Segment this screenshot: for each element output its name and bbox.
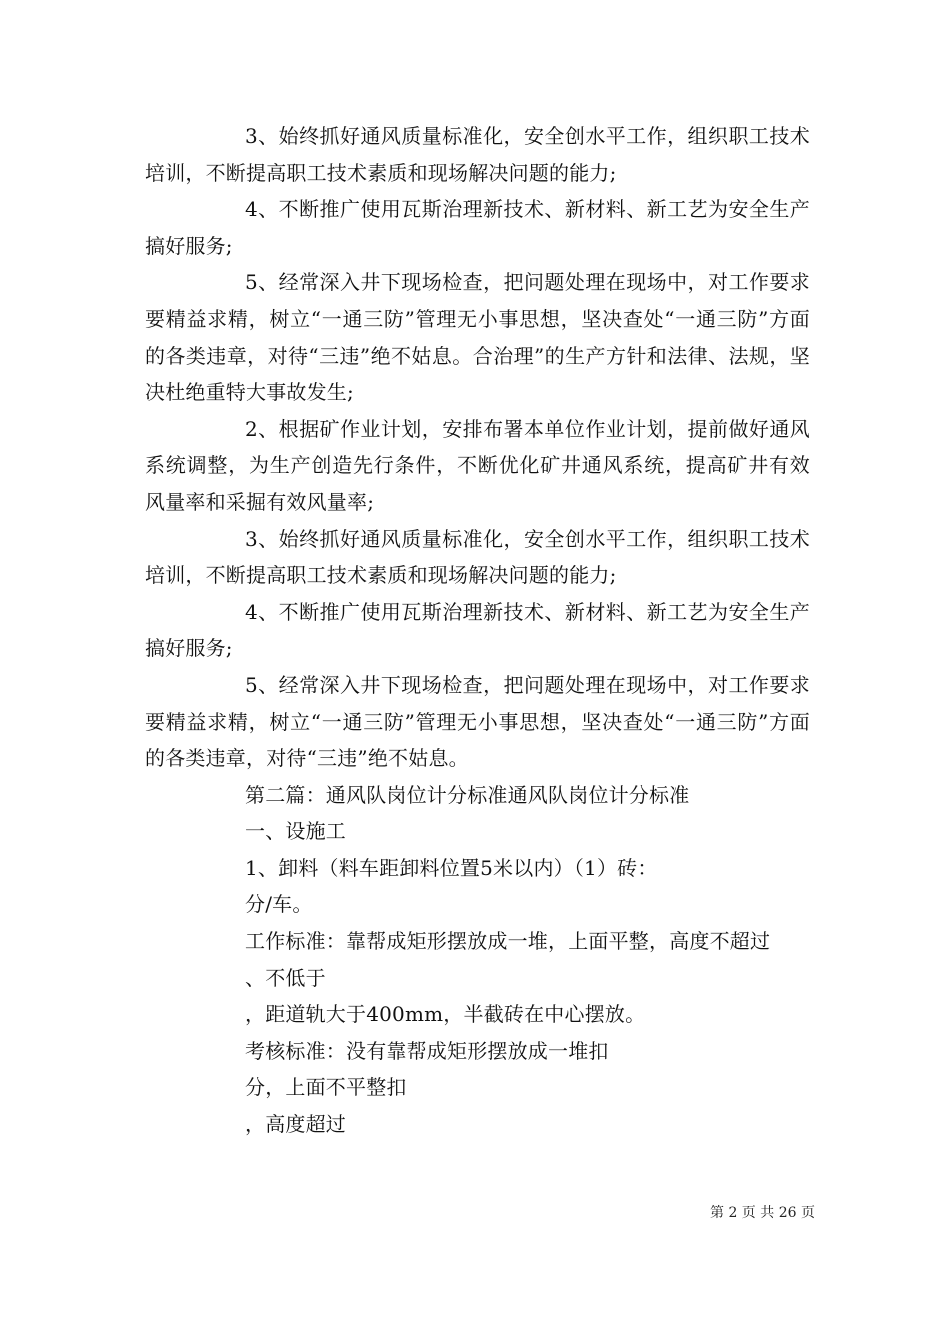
paragraph: ，距道轨大于400mm，半截砖在中心摆放。 xyxy=(245,1002,646,1027)
paragraph: 4、不断推广使用瓦斯治理新技术、新材料、新工艺为安全生产搞好服务; xyxy=(145,599,810,661)
subsection-heading: 一、设施工 xyxy=(245,819,346,844)
paragraph: 1、卸料（料车距卸料位置5米以内）（1）砖： xyxy=(245,855,658,880)
paragraph: 考核标准：没有靠帮成矩形摆放成一堆扣 xyxy=(245,1038,609,1063)
paragraph: 工作标准：靠帮成矩形摆放成一堆，上面平整，高度不超过 xyxy=(245,929,771,954)
paragraph: 2、根据矿作业计划，安排布署本单位作业计划，提前做好通风系统调整，为生产创造先行条件，不断优化矿井通风系统，提高矿井有效风量率和采掘有效风量率; xyxy=(145,416,810,514)
paragraph: 3、始终抓好通风质量标准化，安全创水平工作，组织职工技术培训，不断提高职工技术素质和现场解决问题的能力; xyxy=(145,526,810,588)
paragraph: 3、始终抓好通风质量标准化，安全创水平工作，组织职工技术培训，不断提高职工技术素质和现场解决问题的能力; xyxy=(145,124,810,185)
paragraph: 、不低于 xyxy=(245,965,326,990)
paragraph: 分/车。 xyxy=(245,892,313,917)
page-number: 第 2 页 共 26 页 xyxy=(710,1205,815,1221)
paragraph: ，高度超过 xyxy=(245,1112,346,1137)
paragraph: 5、经常深入井下现场检查，把问题处理在现场中，对工作要求要精益求精，树立“一通三防”管理无小事思想，坚决查处“一通三防”方面的各类违章，对待“三违”绝不姑息。合治理”的生产方针和法律、法规，坚决杜绝重特大事故发生; xyxy=(145,270,810,405)
paragraph: 分，上面不平整扣 xyxy=(245,1075,407,1100)
section-heading: 第二篇：通风队岗位计分标准通风队岗位计分标准 xyxy=(245,782,690,807)
document-body xyxy=(145,118,810,1143)
paragraph: 5、经常深入井下现场检查，把问题处理在现场中，对工作要求要精益求精，树立“一通三防”管理无小事思想，坚决查处“一通三防”方面的各类违章，对待“三违”绝不姑息。 xyxy=(145,672,810,771)
paragraph: 4、不断推广使用瓦斯治理新技术、新材料、新工艺为安全生产搞好服务; xyxy=(145,197,810,258)
